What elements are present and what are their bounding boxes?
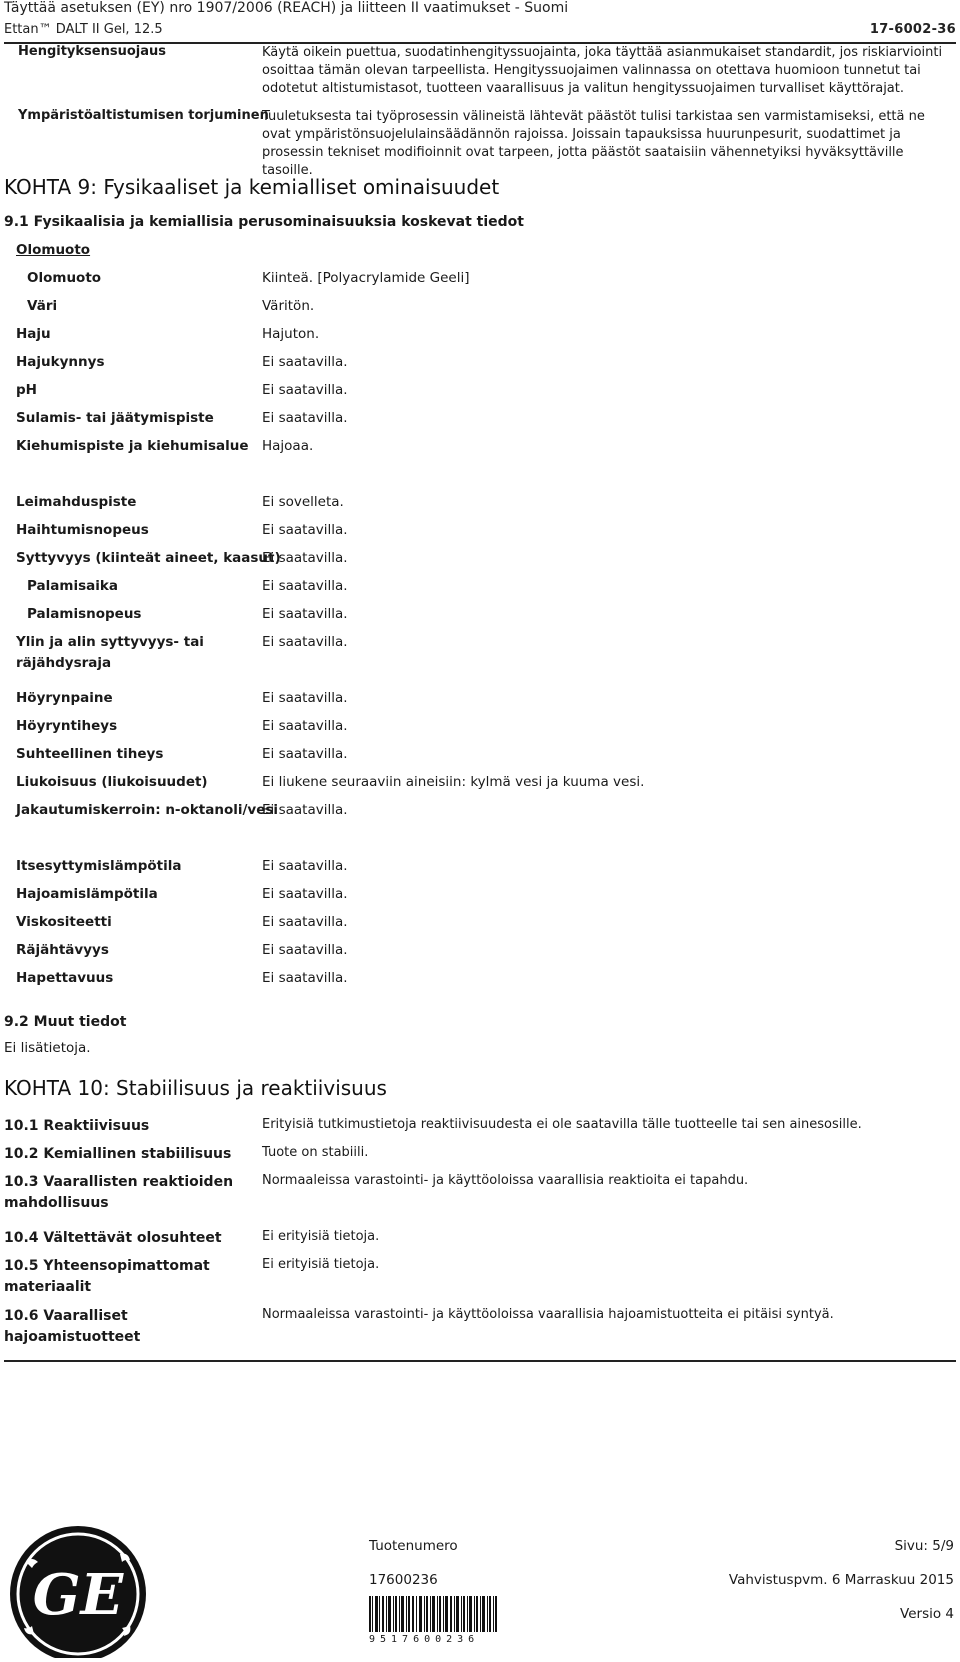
section-10-value: Ei erityisiä tietoja. bbox=[262, 1257, 380, 1272]
product-number-label: Tuotenumero bbox=[369, 1538, 458, 1554]
prop-label: Leimahduspiste bbox=[16, 494, 137, 510]
prop-value: Ei saatavilla. bbox=[262, 550, 348, 566]
prop-value: Ei saatavilla. bbox=[262, 578, 348, 594]
prop-value: Ei saatavilla. bbox=[262, 886, 348, 902]
barcode-icon bbox=[369, 1596, 497, 1632]
prop-label: Viskositeetti bbox=[16, 914, 112, 930]
subsection-9-2-title: 9.2 Muut tiedot bbox=[4, 1014, 127, 1030]
environmental-exposure-text: Tuuletuksesta tai työprosessin välineistä lähtevät päästöt tulisi tarkistaa sen varmistamiseksi, että ne ovat ympäristönsuojelulainsäädännön rajoissa. Joissain tapauksissa huurunpesurit, suodattimet ja prosessin tekniset modifioinnit ovat tarpeen, jotta päästöt saataisiin vähennetyiksi hyväksyttäville tasoille. bbox=[262, 109, 925, 178]
prop-value: Ei saatavilla. bbox=[262, 858, 348, 874]
prop-value: Ei saatavilla. bbox=[262, 410, 348, 426]
section-9-title: KOHTA 9: Fysikaaliset ja kemialliset ominaisuudet bbox=[4, 175, 500, 199]
respiratory-protection-label: Hengityksensuojaus bbox=[18, 44, 167, 59]
product-number: 17600236 bbox=[369, 1572, 438, 1588]
section-10-label: 10.6 Vaaralliset hajoamistuotteet bbox=[4, 1308, 141, 1345]
prop-value: Ei saatavilla. bbox=[262, 942, 348, 958]
prop-label: Sulamis- tai jäätymispiste bbox=[16, 410, 214, 426]
document-header-title: Täyttää asetuksen (EY) nro 1907/2006 (REACH) ja liitteen II vaatimukset - Suomi bbox=[4, 0, 569, 16]
product-name: Ettan™ DALT II Gel, 12.5 bbox=[4, 22, 163, 37]
barcode-digits: 9517600236 bbox=[369, 1634, 480, 1645]
prop-label: Olomuoto bbox=[27, 270, 102, 286]
group-heading-olomuoto: Olomuoto bbox=[16, 242, 91, 258]
prop-label: Hajoamislämpötila bbox=[16, 886, 158, 902]
prop-label: Palamisnopeus bbox=[27, 606, 142, 622]
prop-label: Höyryntiheys bbox=[16, 718, 118, 734]
subsection-9-2-text: Ei lisätietoja. bbox=[4, 1040, 91, 1056]
prop-value: Ei saatavilla. bbox=[262, 970, 348, 986]
prop-label: pH bbox=[16, 382, 37, 398]
environmental-exposure-label: Ympäristöaltistumisen torjuminen bbox=[18, 108, 269, 123]
prop-label: Väri bbox=[27, 298, 58, 314]
prop-label: Räjähtävyys bbox=[16, 942, 109, 958]
section-10-value: Normaaleissa varastointi- ja käyttöoloissa vaarallisia hajoamistuotteita ei pitäisi syntyä. bbox=[262, 1307, 834, 1322]
section-10-label: 10.3 Vaarallisten reaktioiden mahdollisuus bbox=[4, 1174, 234, 1211]
prop-value: Hajuton. bbox=[262, 326, 320, 342]
prop-value: Ei sovelleta. bbox=[262, 494, 344, 510]
section-10-value: Ei erityisiä tietoja. bbox=[262, 1229, 380, 1244]
prop-value: Ei saatavilla. bbox=[262, 354, 348, 370]
prop-label: Kiehumispiste ja kiehumisalue bbox=[16, 438, 249, 454]
prop-value: Ei saatavilla. bbox=[262, 522, 348, 538]
section-10-label: 10.1 Reaktiivisuus bbox=[4, 1118, 150, 1134]
prop-value: Väritön. bbox=[262, 298, 315, 314]
prop-value: Ei saatavilla. bbox=[262, 382, 348, 398]
ge-logo-text: GE bbox=[32, 1562, 124, 1628]
prop-value: Ei saatavilla. bbox=[262, 746, 348, 762]
prop-label: Syttyvyys (kiinteät aineet, kaasut) bbox=[16, 550, 281, 566]
prop-value: Hajoaa. bbox=[262, 438, 314, 454]
approval-date: Vahvistuspvm. 6 Marraskuu 2015 bbox=[728, 1572, 954, 1588]
section-10-value: Normaaleissa varastointi- ja käyttöoloissa vaarallisia reaktioita ei tapahdu. bbox=[262, 1173, 749, 1188]
section-10-value: Erityisiä tutkimustietoja reaktiivisuudesta ei ole saatavilla tälle tuotteelle tai sen ainesosille. bbox=[262, 1117, 862, 1132]
prop-label: Hajukynnys bbox=[16, 354, 105, 370]
prop-value: Ei saatavilla. bbox=[262, 914, 348, 930]
prop-value: Ei saatavilla. bbox=[262, 690, 348, 706]
prop-label: Höyrynpaine bbox=[16, 690, 113, 706]
document-code: 17-6002-36 bbox=[869, 22, 956, 37]
prop-label: Suhteellinen tiheys bbox=[16, 746, 164, 762]
section-10-label: 10.5 Yhteensopimattomat materiaalit bbox=[4, 1258, 210, 1295]
prop-label: Hapettavuus bbox=[16, 970, 114, 986]
prop-label: Liukoisuus (liukoisuudet) bbox=[16, 774, 208, 790]
prop-label: Ylin ja alin syttyvyys- tai räjähdysraja bbox=[16, 634, 204, 671]
prop-label: Palamisaika bbox=[27, 578, 118, 594]
section-10-value: Tuote on stabiili. bbox=[262, 1145, 369, 1160]
prop-value: Ei saatavilla. bbox=[262, 718, 348, 734]
prop-value: Ei saatavilla. bbox=[262, 606, 348, 622]
prop-label: Itsesyttymislämpötila bbox=[16, 858, 182, 874]
prop-value: Kiinteä. [Polyacrylamide Geeli] bbox=[262, 270, 470, 286]
ge-logo-icon bbox=[4, 1522, 152, 1658]
prop-label: Haihtumisnopeus bbox=[16, 522, 149, 538]
prop-label: Haju bbox=[16, 326, 51, 342]
prop-value: Ei liukene seuraaviin aineisiin: kylmä vesi ja kuuma vesi. bbox=[262, 774, 645, 790]
prop-value: Ei saatavilla. bbox=[262, 634, 348, 650]
page-number: Sivu: 5/9 bbox=[894, 1538, 954, 1554]
section-10-label: 10.2 Kemiallinen stabiilisuus bbox=[4, 1146, 232, 1162]
section-10-title: KOHTA 10: Stabiilisuus ja reaktiivisuus bbox=[4, 1076, 387, 1100]
section-10-label: 10.4 Vältettävät olosuhteet bbox=[4, 1230, 222, 1246]
footer-divider bbox=[4, 1360, 956, 1362]
prop-label: Jakautumiskerroin: n-oktanoli/vesi bbox=[16, 802, 279, 818]
subsection-9-1-title: 9.1 Fysikaalisia ja kemiallisia perusominaisuuksia koskevat tiedot bbox=[4, 214, 524, 230]
respiratory-protection-text: Käytä oikein puettua, suodatinhengityssuojainta, joka täyttää asianmukaiset standardit, jos riskiarviointi osoittaa tämän olevan tarpeellista. Hengityssuojaimen valinnassa on otettava huomioon tunnetut tai odotetut altistumistasot, tuotteen vaarallisuus ja valitun hengityssuojaimen turvalliset käyttörajat. bbox=[262, 45, 943, 96]
prop-value: Ei saatavilla. bbox=[262, 802, 348, 818]
version: Versio 4 bbox=[900, 1606, 954, 1622]
